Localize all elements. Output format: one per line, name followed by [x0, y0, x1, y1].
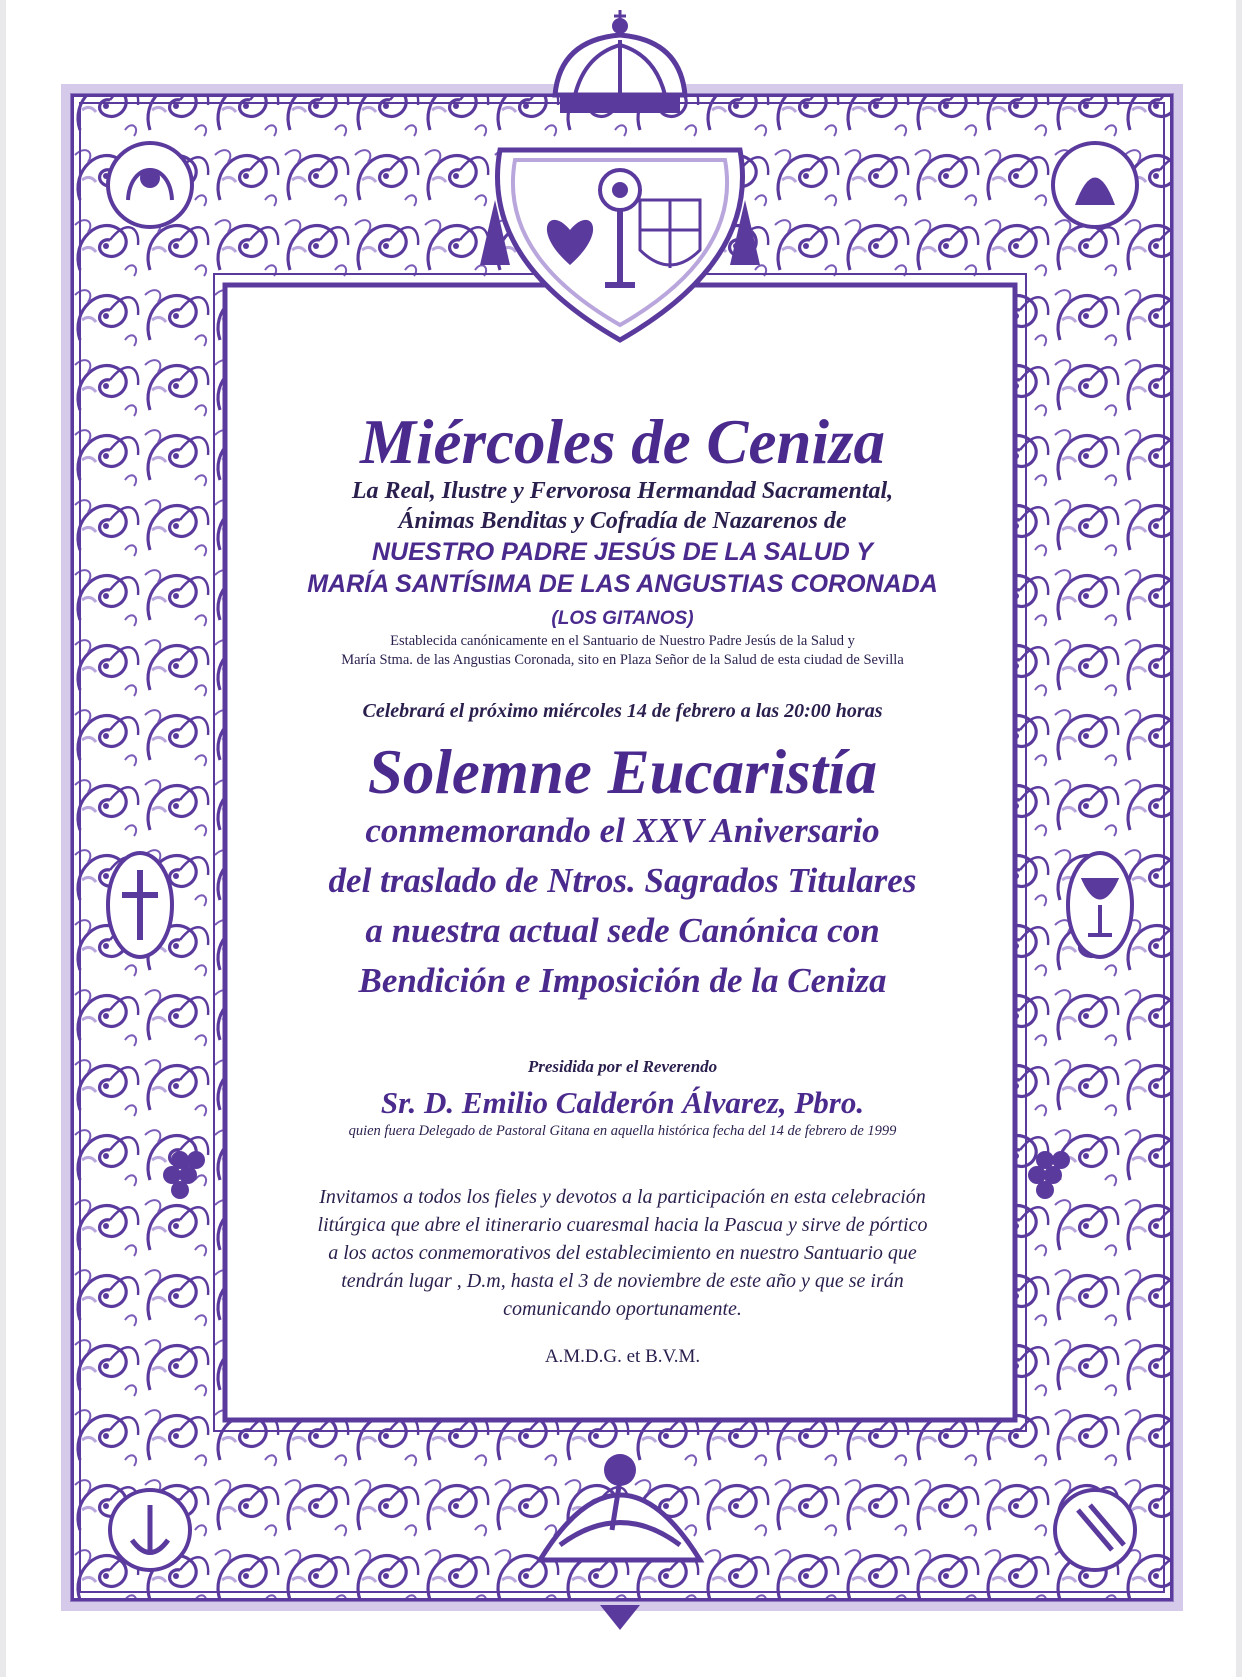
- priest-note: quien fuera Delegado de Pastoral Gitana en aquella histórica fecha del 14 de febrero de 1999: [348, 1123, 897, 1139]
- angel-icon: [108, 143, 192, 227]
- priest-name: Sr. D. Emilio Calderón Álvarez, Pbro.: [380, 1085, 865, 1120]
- invitation-line: comunicando oportunamente.: [503, 1298, 742, 1320]
- invitation-line: tendrán lugar , D.m, hasta el 3 de noviembre de este año y que se irán: [341, 1270, 904, 1292]
- coat-of-arms-icon: [480, 150, 760, 340]
- event-desc-line: a nuestra actual sede Canónica con: [365, 911, 880, 950]
- titulares-line: NUESTRO PADRE JESÚS DE LA SALUD Y: [371, 538, 873, 566]
- chalice-icon: [1068, 853, 1132, 957]
- invitation-line: a los actos conmemorativos del establecimiento en nuestro Santuario que: [328, 1242, 917, 1264]
- established-line: Establecida canónicamente en el Santuario de Nuestro Padre Jesús de la Salud y: [390, 633, 855, 649]
- ladder-icon: [1055, 1490, 1135, 1570]
- date-line: Celebrará el próximo miércoles 14 de febrero a las 20:00 horas: [362, 700, 883, 722]
- heraldic-shield-icon: [640, 200, 700, 268]
- invitation-line: litúrgica que abre el itinerario cuaresmal hacia la Pascua y sirve de pórtico: [317, 1214, 928, 1236]
- event-desc-line: conmemorando el XXV Aniversario: [365, 811, 880, 850]
- nickname: (LOS GITANOS): [551, 608, 694, 629]
- established-line: María Stma. de las Angustias Coronada, sito en Plaza Señor de la Salud de esta ciudad de Sevilla: [341, 652, 904, 668]
- invitation-line: Invitamos a todos los fieles y devotos a la participación en esta celebración: [319, 1186, 926, 1208]
- closing-abbrev: A.M.D.G. et B.V.M.: [544, 1346, 701, 1367]
- brotherhood-line: Ánimas Benditas y Cofradía de Nazarenos de: [398, 508, 847, 534]
- cross-emblem-icon: [108, 853, 172, 957]
- crown-icon: [555, 10, 685, 113]
- brotherhood-line: La Real, Ilustre y Fervorosa Hermandad Sacramental,: [351, 478, 894, 504]
- poster-title: Miércoles de Ceniza: [360, 407, 885, 477]
- event-desc-line: Bendición e Imposición de la Ceniza: [358, 961, 887, 1000]
- presided-label: Presidida por el Reverendo: [527, 1057, 718, 1076]
- poster-content: [235, 400, 1010, 1420]
- titulares-line: MARÍA SANTÍSIMA DE LAS ANGUSTIAS CORONADA: [307, 570, 938, 598]
- event-desc-line: del traslado de Ntros. Sagrados Titulares: [328, 861, 917, 900]
- event-title: Solemne Eucaristía: [367, 737, 878, 807]
- rooster-icon: [1053, 143, 1137, 227]
- anchor-icon: [110, 1490, 190, 1570]
